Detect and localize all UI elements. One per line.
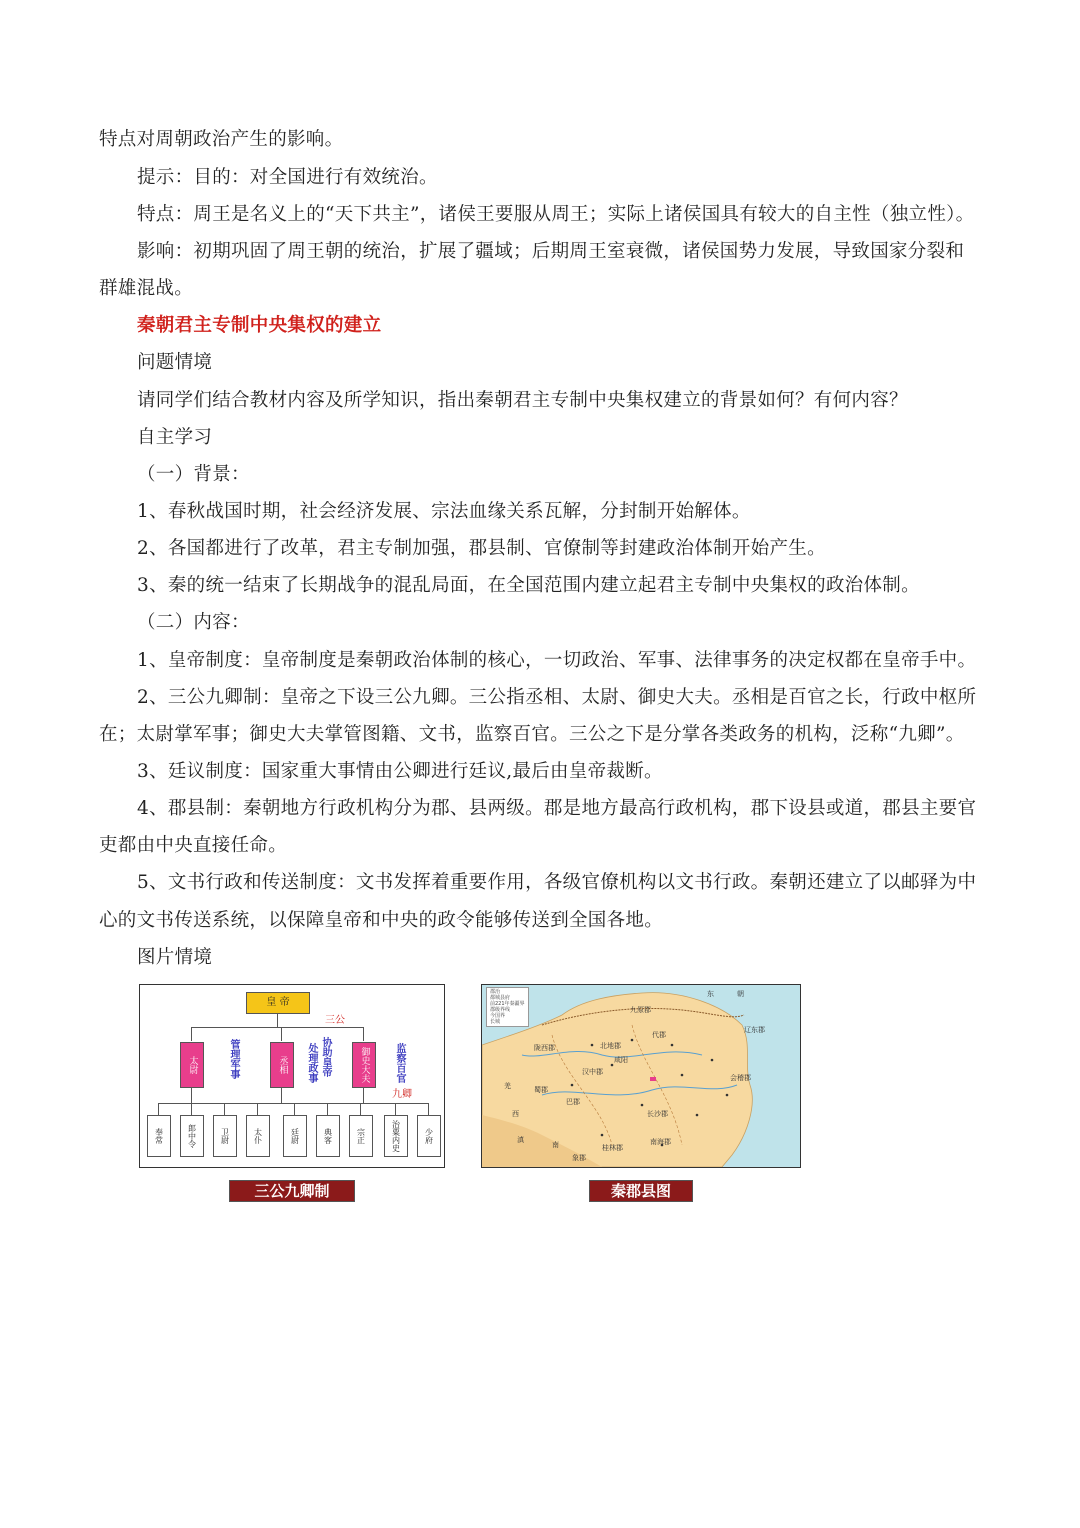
map-label: 南海郡 (650, 1138, 671, 1146)
map-label: 北地郡 (600, 1042, 621, 1050)
map-label: 象郡 (572, 1154, 586, 1162)
jiuqing-box: 郎中令 (180, 1115, 204, 1157)
org-chart-figure (139, 984, 445, 1168)
text-line: （一）背景： (137, 464, 250, 485)
map-label: 汉中郡 (582, 1068, 603, 1076)
sangong-box-chengxiang: 丞相 (270, 1042, 294, 1088)
text-line: 请同学们结合教材内容及所学知识，指出秦朝君主专制中央集权建立的背景如何？有何内容？ (137, 390, 908, 411)
text-line: 影响：初期巩固了周王朝的统治，扩展了疆域；后期周王室衰微，诸侯国势力发展，导致国家分裂和 (137, 241, 965, 262)
jiuqing-box: 太仆 (246, 1115, 270, 1157)
map-label: 朝 (737, 990, 744, 998)
legend-item: 郡治 (490, 989, 501, 995)
text-line: 群雄混战。 (99, 278, 194, 299)
jiuqing-box: 典客 (316, 1115, 340, 1157)
map-figure (481, 984, 801, 1168)
map-legend (486, 987, 529, 1027)
duty-label: 处理政事 (306, 1043, 317, 1083)
text-line: 1、春秋战国时期，社会经济发展、宗法血缘关系瓦解，分封制开始解体。 (137, 501, 751, 522)
sangong-box-yushidafu: 御史大夫 (352, 1042, 376, 1088)
jiuqing-box: 廷尉 (283, 1115, 307, 1157)
map-label: 代郡 (652, 1031, 666, 1039)
map-label: 南 (552, 1141, 559, 1149)
sangong-label: 三公 (325, 1015, 345, 1026)
subheading: 图片情境 (137, 947, 213, 968)
map-label: 滇 (517, 1136, 524, 1144)
text-line: 3、秦的统一结束了长期战争的混乱局面，在全国范围内建立起君主专制中央集权的政治体制。 (137, 575, 920, 596)
legend-item: 长城 (490, 1019, 501, 1025)
text-line: 3、廷议制度：国家重大事情由公卿进行廷议,最后由皇帝裁断。 (137, 761, 663, 782)
legend-item: 郡级界线 (490, 1007, 511, 1013)
figure-caption: 三公九卿制 (229, 1180, 355, 1202)
text-line: 特点对周朝政治产生的影响。 (99, 129, 344, 150)
emperor-box: 皇 帝 (246, 992, 310, 1014)
map-label: 巴郡 (566, 1098, 580, 1106)
map-label: 陇西郡 (534, 1044, 555, 1052)
subheading: 自主学习 (137, 427, 213, 448)
text-line: 5、文书行政和传送制度：文书发挥着重要作用，各级官僚机构以文书行政。秦朝还建立了以邮驿为中 (137, 872, 977, 893)
subheading: 问题情境 (137, 352, 213, 373)
map-label: 辽东郡 (744, 1026, 765, 1034)
duty-label: 管理军事 (228, 1039, 239, 1079)
legend-item: 都城县府 (490, 995, 511, 1001)
duty-label: 监察百官 (394, 1043, 405, 1083)
text-line: 提示：目的：对全国进行有效统治。 (137, 167, 438, 188)
sangong-box-taiwei: 太尉 (180, 1042, 204, 1088)
jiuqing-box: 少府 (417, 1115, 441, 1157)
map-label: 西 (512, 1110, 519, 1118)
jiuqing-box: 宗正 (349, 1115, 373, 1157)
map-label: 羌 (504, 1082, 511, 1090)
map-label: 长沙郡 (647, 1110, 668, 1118)
map-label: 九原郡 (630, 1006, 651, 1014)
duty-label: 协助皇帝 (320, 1037, 331, 1077)
map-label: 东 (707, 990, 714, 998)
map-label: 咸阳 (614, 1056, 628, 1064)
text-line: （二）内容： (137, 612, 250, 633)
jiuqing-label: 九卿 (392, 1089, 412, 1100)
figure-caption: 秦郡县图 (589, 1180, 693, 1202)
text-line: 心的文书传送系统，以保障皇帝和中央的政令能够传送到全国各地。 (99, 910, 664, 931)
text-line: 2、各国都进行了改革，君主专制加强，郡县制、官僚制等封建政治体制开始产生。 (137, 538, 826, 559)
legend-item: 前221年秦疆界 (490, 1001, 525, 1007)
map-label: 桂林郡 (602, 1144, 623, 1152)
text-line: 1、皇帝制度：皇帝制度是秦朝政治体制的核心，一切政治、军事、法律事务的决定权都在皇帝手中。 (137, 650, 977, 671)
map-label: 蜀郡 (534, 1086, 548, 1094)
jiuqing-box: 治粟内史 (384, 1115, 408, 1157)
jiuqing-box: 奉常 (147, 1115, 171, 1157)
text-line: 吏都由中央直接任命。 (99, 835, 288, 856)
text-line: 在；太尉掌军事；御史大夫掌管图籍、文书，监察百官。三公之下是分掌各类政务的机构，泛称“九卿”。 (99, 724, 965, 745)
legend-item: 今国界 (490, 1013, 506, 1019)
text-line: 4、郡县制：秦朝地方行政机构分为郡、县两级。郡是地方最高行政机构，郡下设县或道，郡县主要官 (137, 798, 977, 819)
text-line: 特点：周王是名义上的“天下共主”，诸侯王要服从周王；实际上诸侯国具有较大的自主性（独立性）。 (137, 204, 975, 225)
section-heading: 秦朝君主专制中央集权的建立 (137, 315, 382, 336)
jiuqing-box: 卫尉 (213, 1115, 237, 1157)
text-line: 2、三公九卿制：皇帝之下设三公九卿。三公指丞相、太尉、御史大夫。丞相是百官之长，行政中枢所 (137, 687, 977, 708)
map-label: 会稽郡 (730, 1074, 751, 1082)
